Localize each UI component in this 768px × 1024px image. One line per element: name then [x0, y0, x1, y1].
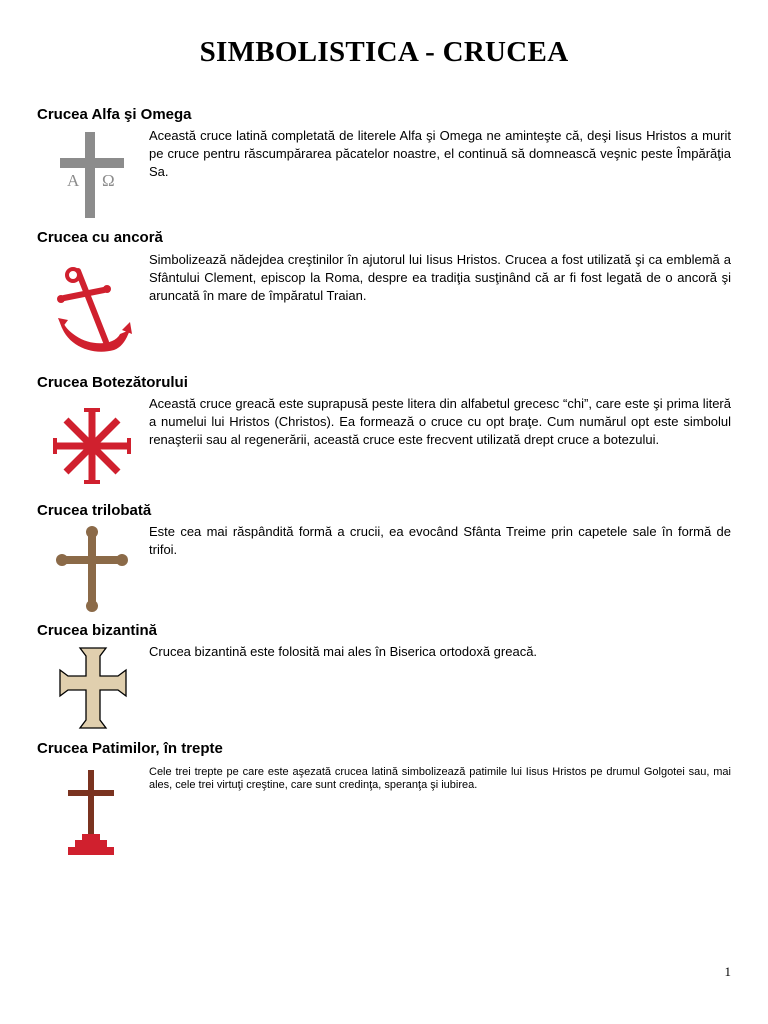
section-heading: Crucea trilobată — [37, 502, 152, 519]
calvary-cross-icon — [66, 768, 120, 856]
alpha-omega-cross-icon — [56, 130, 128, 220]
section-heading: Crucea Alfa şi Omega — [37, 106, 192, 123]
section-text: Cele trei trepte pe care este aşezată crucea latină simbolizează patimile lui Iisus Hristos pe drumul Golgotei sau, mai ales, cele trei virtuţi creştine, care sunt credinţa, speranţa şi iubirea. — [149, 766, 731, 791]
section-heading: Crucea Botezătorului — [37, 374, 188, 391]
trefoil-cross-icon — [56, 526, 128, 612]
section-text: Este cea mai răspândită formă a crucii, ea evocând Sfânta Treime prin capetele sale în formă de trifoi. — [149, 524, 731, 557]
section-heading: Crucea bizantină — [37, 622, 158, 639]
byzantine-cross-icon — [58, 646, 128, 730]
alpha-glyph: Α — [67, 171, 80, 190]
section-text: Crucea bizantină este folosită mai ales în Biserica ortodoxă greacă. — [149, 644, 538, 659]
anchor-cross-icon — [56, 262, 136, 358]
baptismal-cross-icon — [52, 407, 132, 485]
section-heading: Crucea Patimilor, în trepte — [37, 740, 223, 757]
section-heading: Crucea cu ancoră — [37, 229, 163, 246]
section-text: Această cruce greacă este suprapusă peste litera din alfabetul grecesc “chi”, care este şi prima literă a numelui lui Hristos (Christos). Ea formează o cruce cu opt braţe. Cum numărul opt este simbolul renaşterii sau al regenerării, această cruce este frecvent utilizată drept cruce a botezului. — [149, 396, 731, 447]
section-text: Această cruce latină completată de literele Alfa şi Omega ne aminteşte că, deşi Iisus Hristos a murit pe cruce pentru răscumpărarea păcatelor noastre, el continuă să domnească veşnic peste Împărăţia Sa. — [149, 128, 731, 179]
omega-glyph: Ω — [102, 171, 115, 190]
page-number: 1 — [724, 964, 731, 979]
page-title: SIMBOLISTICA - CRUCEA — [199, 36, 569, 68]
section-text: Simbolizează nădejdea creştinilor în ajutorul lui Iisus Hristos. Crucea a fost utilizată şi ca emblemă a Sfântului Clement, episcop la Roma, despre ea tradiţia susţinând că ar fi fost legată de o ancoră şi aruncată în mare de împăratul Traian. — [149, 252, 731, 303]
